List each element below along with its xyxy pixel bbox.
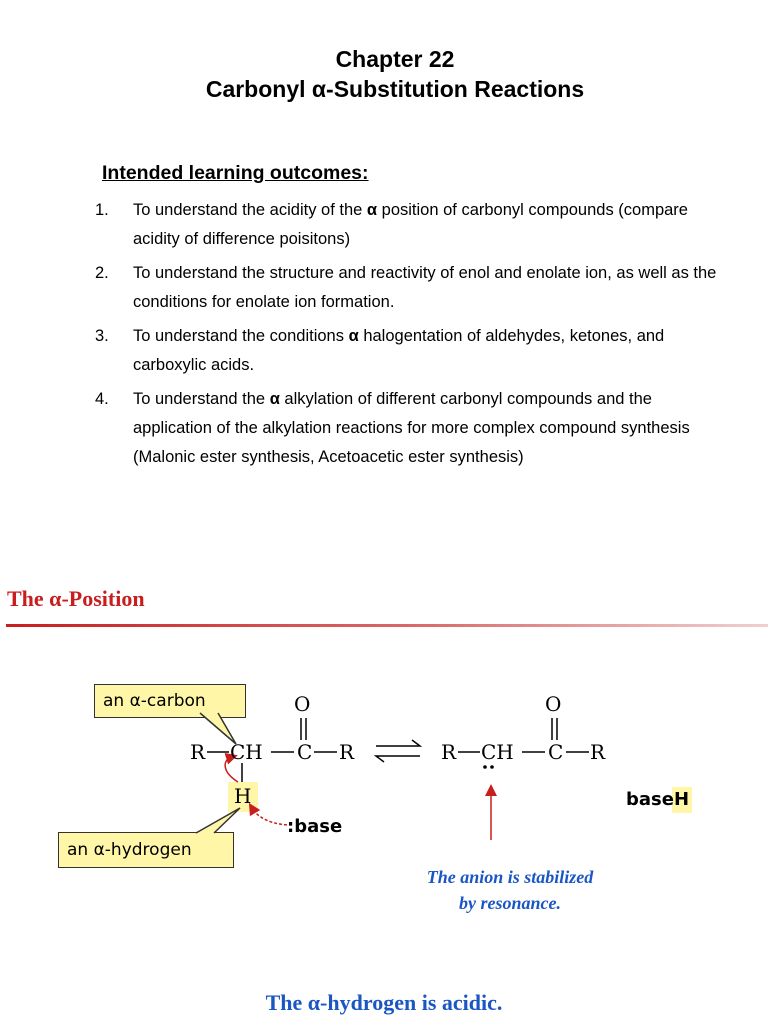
atom-c: C	[297, 740, 313, 764]
outcome-number: 4.	[95, 390, 109, 408]
outcome-text: To understand the structure and reactivity of enol and enolate ion, as well as the conditions for enolate ion formation.	[133, 264, 717, 311]
chapter-title: Chapter 22	[335, 46, 455, 72]
atom-o: O	[294, 692, 311, 716]
outcome-text: position of carbonyl compounds (compare acidity of difference poisitons)	[133, 201, 688, 248]
atom-c: C	[548, 740, 564, 764]
conclusion-text: The α-hydrogen is acidic.	[265, 990, 503, 1015]
electron-arrow-base	[252, 808, 292, 825]
alpha-hydrogen-callout: an α-hydrogen	[58, 832, 234, 868]
caption-line: The anion is stabilized	[426, 867, 594, 887]
atom-r: R	[590, 740, 606, 764]
alpha-symbol: α	[366, 201, 378, 219]
outcome-number: 3.	[95, 327, 109, 345]
atom-ch: CH	[481, 740, 514, 764]
atom-r: R	[339, 740, 355, 764]
alpha-symbol: α	[348, 327, 359, 345]
atom-ch: CH	[230, 740, 263, 764]
outcome-text: alkylation of different carbonyl compounds and the application of the alkylation reactions for more complex compound synthesis (Malonic ester synthesis, Acetoacetic ester synthesis)	[133, 390, 690, 466]
caption-line: by resonance.	[459, 893, 561, 913]
outcome-number: 1.	[95, 201, 109, 219]
outcome-number: 2.	[95, 264, 109, 282]
outcomes-heading: Intended learning outcomes:	[102, 162, 369, 184]
atom-r: R	[441, 740, 457, 764]
alpha-carbon-callout: an α-carbon	[94, 684, 246, 718]
outcome-text: To understand the	[133, 390, 270, 408]
atom-r: R	[190, 740, 206, 764]
equilibrium-forward	[376, 740, 420, 746]
baseH-label: baseH	[626, 789, 690, 810]
alpha-symbol: α	[269, 390, 280, 408]
lone-pair-dot	[490, 765, 494, 769]
outcome-text: To understand the conditions	[133, 327, 349, 345]
chapter-subtitle: Carbonyl α-Substitution Reactions	[205, 76, 585, 102]
atom-o: O	[545, 692, 562, 716]
section-heading: The α-Position	[7, 586, 145, 611]
hydrogen-callout-pointer	[196, 808, 240, 833]
outcome-text: halogentation of aldehydes, ketones, and carboxylic acids.	[133, 327, 665, 374]
equilibrium-reverse	[376, 756, 420, 762]
resonance-caption	[380, 864, 640, 916]
lone-pair-dot	[483, 765, 487, 769]
base-label: :base	[287, 816, 343, 837]
atom-h: H	[234, 784, 252, 808]
outcome-text: To understand the acidity of the	[133, 201, 367, 219]
